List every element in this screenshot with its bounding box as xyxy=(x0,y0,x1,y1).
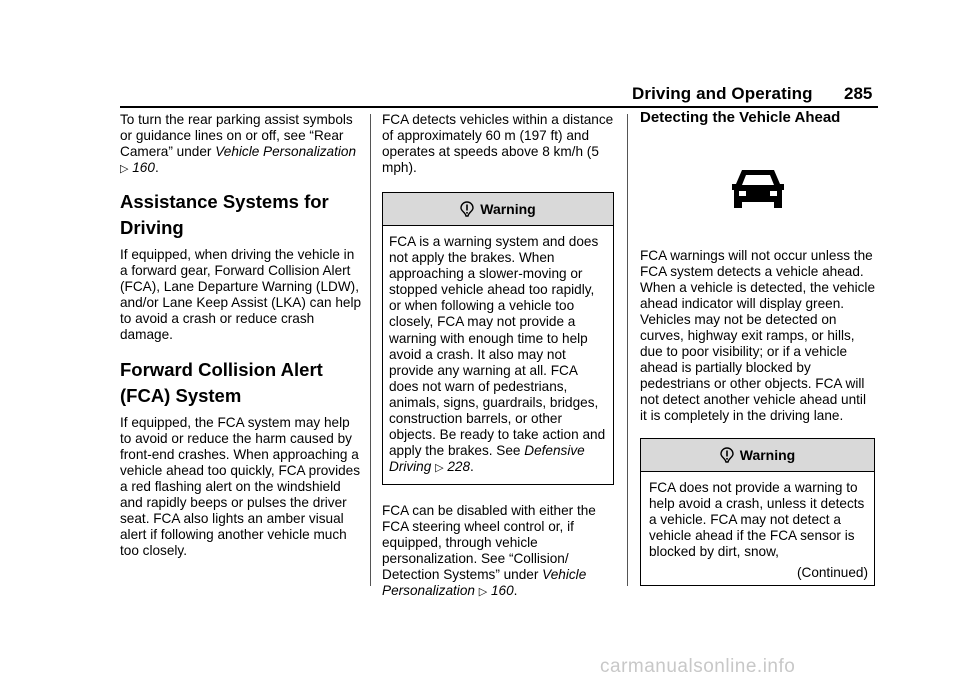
column-divider-1 xyxy=(370,114,371,586)
page-ref-arrow-icon: ▷ xyxy=(478,586,488,599)
assistance-paragraph: If equipped, when driving the vehicle in a forward gear, Forward Collision Alert (FCA), Lane Departure Warning (LDW), and/or Lane Keep Assist (LKA) can help to avoid a crash or reduce crash damage. xyxy=(120,247,362,342)
page-ref-arrow-icon: ▷ xyxy=(435,462,444,475)
warning-text: FCA is a warning system and does not apply the brakes. When approaching a slower-moving or stopped vehicle ahead too rapidly, or when following a vehicle too closely, FCA may not provide a warning with enough time to help avoid a crash. It also may not provide any warning at all. FCA does not warn of pedestrians, animals, signs, guardrails, bridges, construction barrels, or other objects. Be ready to take action and apply the brakes. See Defensive Driving ▷ 228. xyxy=(389,234,606,475)
section-title: Driving and Operating xyxy=(632,84,813,103)
continued-label: (Continued) xyxy=(796,564,868,580)
disable-fca-paragraph: FCA can be disabled with either the FCA steering wheel control or, if equipped, through vehicle personalization. See “Collision/ Detection Systems” under Vehicle Personalization ▷ 160. xyxy=(382,503,596,599)
warning-box-1 xyxy=(382,192,614,485)
detect-distance-paragraph: FCA detects vehicles within a distance of approximately 60 m (197 ft) and operates at speeds above 8 km/h (5 mph). xyxy=(382,112,614,175)
vehicle-personalization-link[interactable]: Vehicle Personalization ▷ 160 xyxy=(120,144,357,175)
warning-header: Warning xyxy=(641,439,874,472)
heading-assistance-systems: Assistance Systems for Driving xyxy=(120,191,329,238)
vehicle-ahead-icon xyxy=(728,166,788,214)
page-ref-arrow-icon: ▷ xyxy=(120,163,129,175)
heading-detecting-vehicle-ahead: Detecting the Vehicle Ahead xyxy=(640,109,841,126)
warning-text: FCA does not provide a warning to help avoid a crash, unless it detects a vehicle. FCA may not detect a vehicle ahead if the FCA sensor is blocked by dirt, snow, xyxy=(649,480,865,560)
vehicle-ahead-paragraph: FCA warnings will not occur unless the FCA system detects a vehicle ahead. When a vehicle is detected, the vehicle ahead indicator will display green. Vehicles may not be detected on curves, highway exit ramps, or hills, due to poor visibility; or if a vehicle ahead is partially blocked by pedestrians or other objects. FCA will not detect another vehicle ahead until it is completely in the driving lane. xyxy=(640,248,876,423)
vehicle-personalization-link-2[interactable]: Vehicle Personalization ▷ 160 xyxy=(382,567,587,599)
column-1 xyxy=(120,112,362,559)
fca-paragraph: If equipped, the FCA system may help to avoid or reduce the harm caused by front-end crashes. When approaching a vehicle ahead too quickly, FCA provides a red flashing alert on the windshield and rapidly beeps or pulses the driver seat. FCA also lights an amber visual alert if following another vehicle much too closely. xyxy=(120,415,361,558)
heading-fca-system: Forward Collision Alert (FCA) System xyxy=(120,359,323,406)
column-3 xyxy=(640,110,876,586)
column-divider-2 xyxy=(627,114,628,586)
page-number: 285 xyxy=(844,84,873,103)
warning-icon xyxy=(460,201,474,217)
watermark: carmanualsonline.info xyxy=(600,656,796,677)
defensive-driving-link[interactable]: Defensive Driving ▷ 228 xyxy=(389,443,585,475)
header-rule xyxy=(120,106,878,108)
intro-paragraph: To turn the rear parking assist symbols or guidance lines on or off, see “Rear Camera” under Vehicle Personalization ▷ 160. xyxy=(120,112,357,175)
warning-header: Warning xyxy=(383,193,613,226)
column-2 xyxy=(382,112,616,600)
warning-box-2 xyxy=(640,438,875,586)
warning-icon xyxy=(720,447,734,463)
